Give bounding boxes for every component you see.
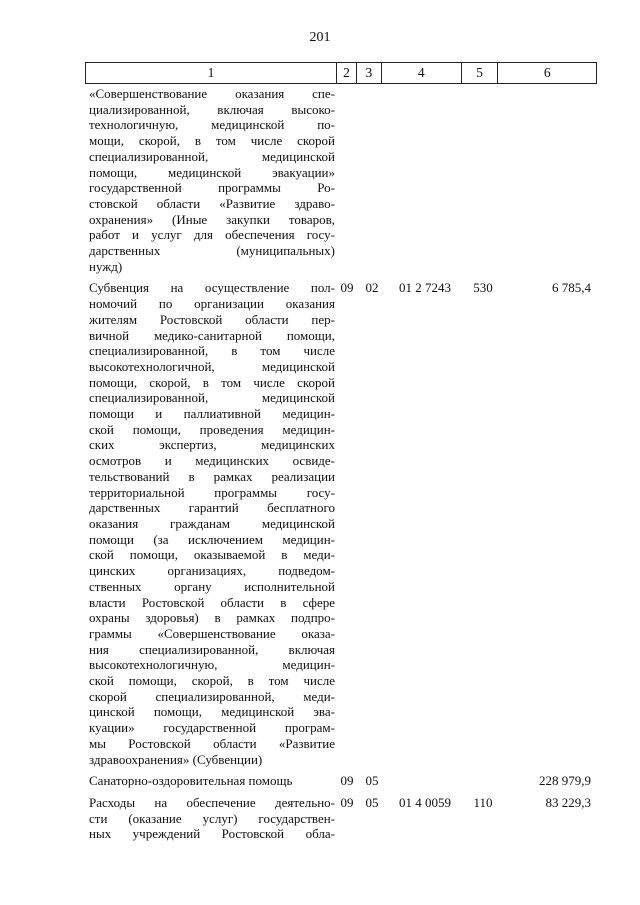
header-col-2: 2: [337, 63, 357, 83]
subsection-code: 05: [365, 773, 379, 789]
section-code: [335, 86, 359, 274]
description-line: осмотров и медицинских освиде-: [89, 453, 335, 469]
description-line: циализированной, включая высоко-: [89, 101, 335, 117]
description-line: помощи, скорой, в том числе скорой: [89, 374, 335, 390]
description-line: «Совершенствование оказания спе-: [89, 86, 335, 101]
target-article-code: [385, 773, 465, 789]
description-line: дарственных (муниципальных): [89, 243, 335, 259]
subsection-code: 02: [365, 280, 379, 296]
table-row: [85, 773, 597, 789]
description-line: мощи, скорой, в том числе скорой: [89, 133, 335, 149]
description-line: высокотехнологичную, медицин-: [89, 657, 335, 673]
description-line: тельствований в рамках реализации: [89, 468, 335, 484]
description-line: технологичную, медицинской по-: [89, 117, 335, 133]
expense-type-code: 110: [473, 794, 493, 810]
target-article-code: 01 2 7243: [399, 280, 451, 296]
description-line: специализированной, в том числе: [89, 343, 335, 359]
amount: 83 229,3: [545, 794, 591, 810]
description-line: Расходы на обеспечение деятельно-: [89, 794, 335, 810]
description-line: высокотехнологичной, медицинской: [89, 358, 335, 374]
description-line: вичной медико-санитарной помощи,: [89, 327, 335, 343]
expense-type-code: [465, 86, 501, 274]
description-line: куации» государственной програм-: [89, 720, 335, 736]
description-line: Субвенция на осуществление пол-: [89, 280, 335, 296]
description-line: номочий по организации оказания: [89, 296, 335, 312]
description-line: ской помощи, скорой, в том числе: [89, 673, 335, 689]
description-line: специализированной, медицинской: [89, 148, 335, 164]
amount: 228 979,9: [539, 773, 591, 789]
section-code: 09: [340, 280, 354, 296]
header-col-1: 1: [86, 63, 337, 83]
description-line: охраны здоровья) в рамках подпро-: [89, 610, 335, 626]
description-line: ственных органу исполнительной: [89, 578, 335, 594]
description-line: ской помощи, оказываемой в меди-: [89, 547, 335, 563]
description-line: цинских организациях, подведом-: [89, 563, 335, 579]
description-line: цинской помощи, медицинской эва-: [89, 704, 335, 720]
table-header: [85, 62, 597, 84]
row-description: [85, 773, 335, 789]
description-line: Санаторно-оздоровительная помощь: [89, 773, 293, 789]
expense-type-code: 530: [473, 280, 493, 296]
target-article-code: 01 4 0059: [399, 794, 451, 810]
section-code: 09: [340, 794, 354, 810]
description-line: здравоохранения» (Субвенции): [89, 751, 263, 767]
row-description: [85, 86, 335, 274]
table-row: [85, 86, 597, 274]
description-line: граммы «Совершенствование оказа-: [89, 625, 335, 641]
description-line: работ и услуг для обеспечения госу-: [89, 227, 335, 243]
subsection-code: [359, 86, 385, 274]
table-body: [85, 86, 597, 848]
description-line: ных учреждений Ростовской обла-: [89, 826, 335, 842]
subsection-code: 05: [365, 794, 379, 810]
description-line: помощи, медицинской эвакуации»: [89, 164, 335, 180]
header-col-3: 3: [357, 63, 382, 83]
description-line: специализированной, медицинской: [89, 390, 335, 406]
description-line: оказания гражданам медицинской: [89, 515, 335, 531]
description-line: ской помощи, проведения медицин-: [89, 421, 335, 437]
description-line: помощи (за исключением медицин-: [89, 531, 335, 547]
target-article-code: [385, 86, 465, 274]
table-row: [85, 280, 597, 767]
header-col-5: 5: [462, 63, 499, 83]
expense-type-code: [465, 773, 501, 789]
page-number: 201: [309, 30, 331, 45]
description-line: ния специализированной, включая: [89, 641, 335, 657]
description-line: государственной программы Ро-: [89, 180, 335, 196]
description-line: сти (оказание услуг) государствен-: [89, 810, 335, 826]
description-line: мы Ростовской области «Развитие: [89, 735, 335, 751]
description-line: помощи и паллиативной медицин-: [89, 406, 335, 422]
table-row: [85, 795, 597, 842]
header-col-4: 4: [382, 63, 462, 83]
amount: 6 785,4: [552, 280, 591, 296]
row-description: [85, 280, 335, 767]
description-line: охранения» (Иные закупки товаров,: [89, 211, 335, 227]
description-line: скорой специализированной, меди-: [89, 688, 335, 704]
description-line: территориальной программы госу-: [89, 484, 335, 500]
description-line: ских экспертиз, медицинских: [89, 437, 335, 453]
section-code: 09: [340, 773, 354, 789]
row-description: [85, 795, 335, 842]
description-line: дарственных гарантий бесплатного: [89, 500, 335, 516]
description-line: жителям Ростовской области пер-: [89, 311, 335, 327]
description-line: власти Ростовской области в сфере: [89, 594, 335, 610]
description-line: стовской области «Развитие здраво-: [89, 195, 335, 211]
description-line: нужд): [89, 258, 123, 274]
header-col-6: 6: [543, 65, 551, 81]
amount: [501, 86, 597, 274]
